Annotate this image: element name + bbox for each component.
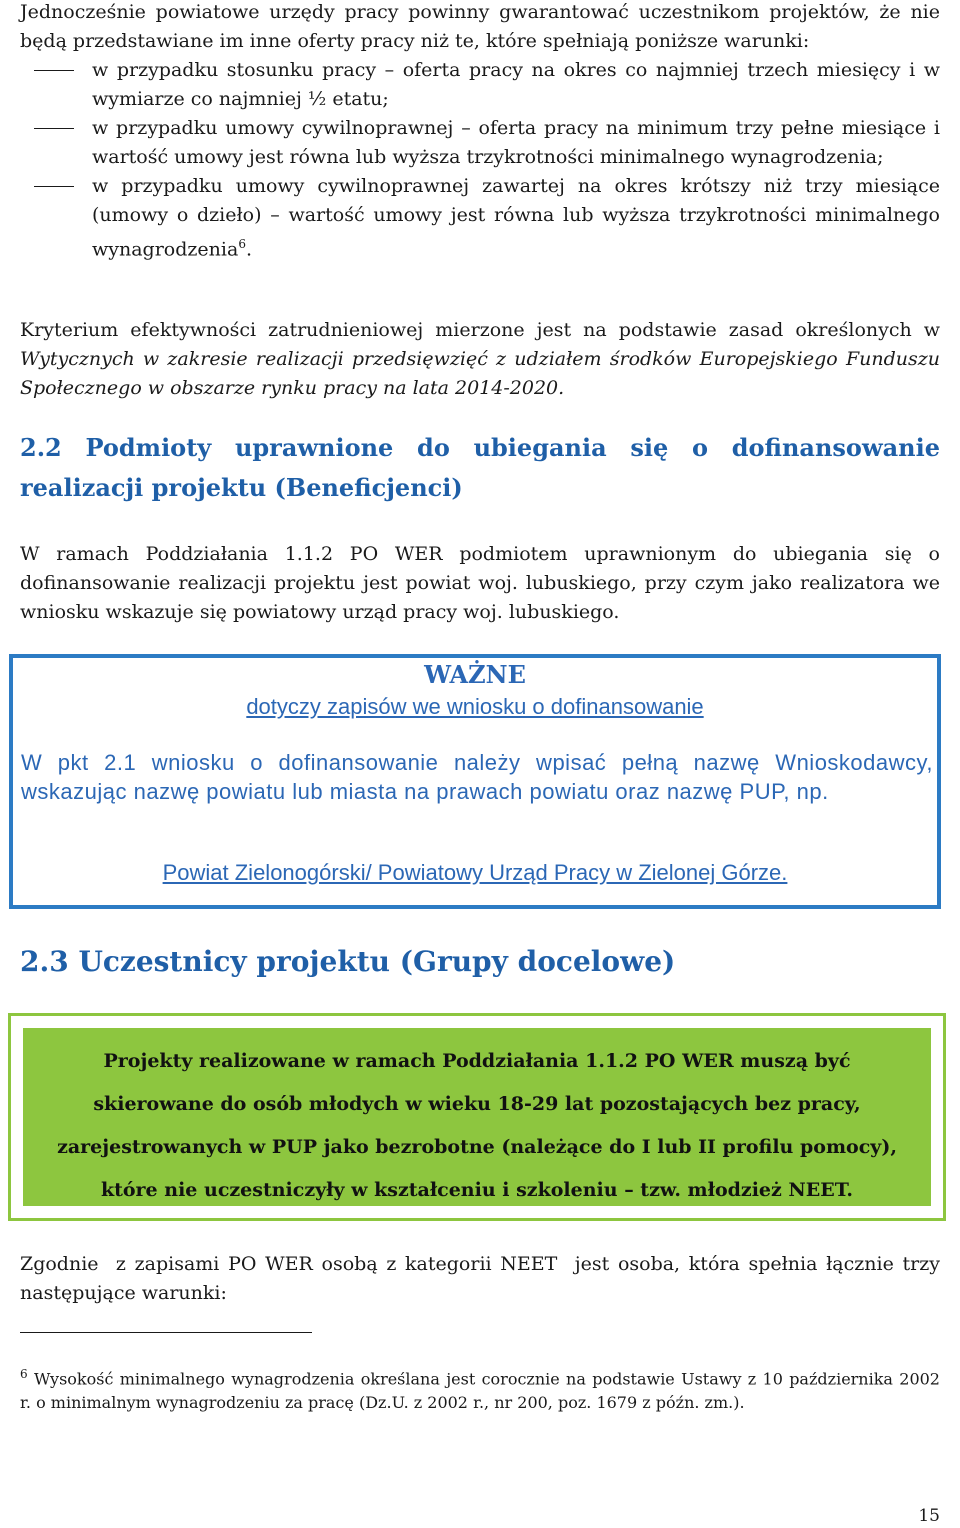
- important-notice-box: [9, 654, 941, 909]
- condition-end: .: [245, 238, 252, 261]
- condition-text: w przypadku stosunku pracy – oferta pracy na okres co najmniej trzech miesięcy i w wymiarze co najmniej ½ etatu;: [92, 59, 940, 110]
- neet-paragraph: Zgodnie z zapisami PO WER osobą z kategorii NEET jest osoba, która spełnia łącznie trzy następujące warunki:: [20, 1253, 947, 1304]
- important-title: WAŻNE: [424, 660, 526, 689]
- footnote-text: Wysokość minimalnego wynagrodzenia określana jest corocznie na podstawie Ustawy z 10 października 2002 r. o minimalnym wynagrodzeniu za pracę (Dz.U. z 2002 r., nr 200, poz. 1679 z późn. zm.).: [20, 1369, 940, 1413]
- highlight-frame: [8, 1013, 946, 1221]
- section-heading-2-2: 2.2 Podmioty uprawnione do ubiegania się o dofinansowanie realizacji projektu (Beneficjenci): [20, 433, 940, 502]
- footnote: [20, 1362, 940, 1415]
- highlight-text: [23, 1040, 931, 1212]
- important-example: Powiat Zielonogórski/ Powiatowy Urząd Pracy w Zielonej Górze.: [162, 860, 788, 885]
- list-item: [20, 56, 940, 114]
- beneficiary-paragraph: W ramach Poddziałania 1.1.2 PO WER podmiotem uprawnionym do ubiegania się o dofinansowanie realizacji projektu jest powiat woj. lubuskiego, przy czym jako realizatora we wniosku wskazuje się powiatowy urząd pracy woj. lubuskiego.: [20, 543, 940, 623]
- condition-text: w przypadku umowy cywilnoprawnej zawartej na okres krótszy niż trzy miesiące (umowy o dzieło) – wartość umowy jest równa lub wyższa trzykrotności minimalnego wynagrodzenia: [92, 175, 940, 261]
- criterion-paragraph: [20, 316, 940, 403]
- highlight-line: Projekty realizowane w ramach Poddziałania 1.1.2 PO WER muszą być: [103, 1050, 851, 1072]
- conditions-list: [20, 56, 940, 264]
- criterion-text: Kryterium efektywności zatrudnieniowej mierzone jest na podstawie zasad określonych w: [20, 319, 940, 341]
- list-item: [20, 114, 940, 172]
- highlight-line: skierowane do osób młodych w wieku 18-29 lat pozostających bez pracy,: [93, 1093, 861, 1115]
- condition-text: w przypadku umowy cywilnoprawnej – oferta pracy na minimum trzy pełne miesiące i wartość umowy jest równa lub wyższa trzykrotności minimalnego wynagrodzenia;: [92, 117, 940, 168]
- page-number: 15: [918, 1506, 940, 1526]
- footnote-number: 6: [20, 1367, 28, 1381]
- important-body: W pkt 2.1 wniosku o dofinansowanie należy wpisać pełną nazwę Wnioskodawcy, wskazując nazwę powiatu lub miasta na prawach powiatu oraz nazwę PUP, np.: [21, 750, 933, 804]
- intro-paragraph: Jednocześnie powiatowe urzędy pracy powinny gwarantować uczestnikom projektów, że nie będą przedstawiane im inne oferty pracy niż te, które spełniają poniższe warunki:: [20, 1, 940, 52]
- highlight-box: [23, 1028, 931, 1206]
- highlight-line: zarejestrowanych w PUP jako bezrobotne (należące do I lub II profilu pomocy),: [57, 1136, 897, 1158]
- important-subtitle: dotyczy zapisów we wniosku o dofinansowanie: [246, 694, 704, 719]
- footnote-divider: [20, 1332, 312, 1333]
- list-item: [20, 172, 940, 264]
- highlight-line: które nie uczestniczyły w kształceniu i szkoleniu – tzw. młodzież NEET.: [100, 1179, 854, 1201]
- guidelines-title: Wytycznych w zakresie realizacji przedsięwzięć z udziałem środków Europejskiego Funduszu Społecznego w obszarze rynku pracy na lata 2014-2020.: [20, 348, 940, 399]
- section-heading-2-3: 2.3 Uczestnicy projektu (Grupy docelowe): [20, 945, 676, 978]
- footnote-reference[interactable]: 6: [238, 237, 246, 251]
